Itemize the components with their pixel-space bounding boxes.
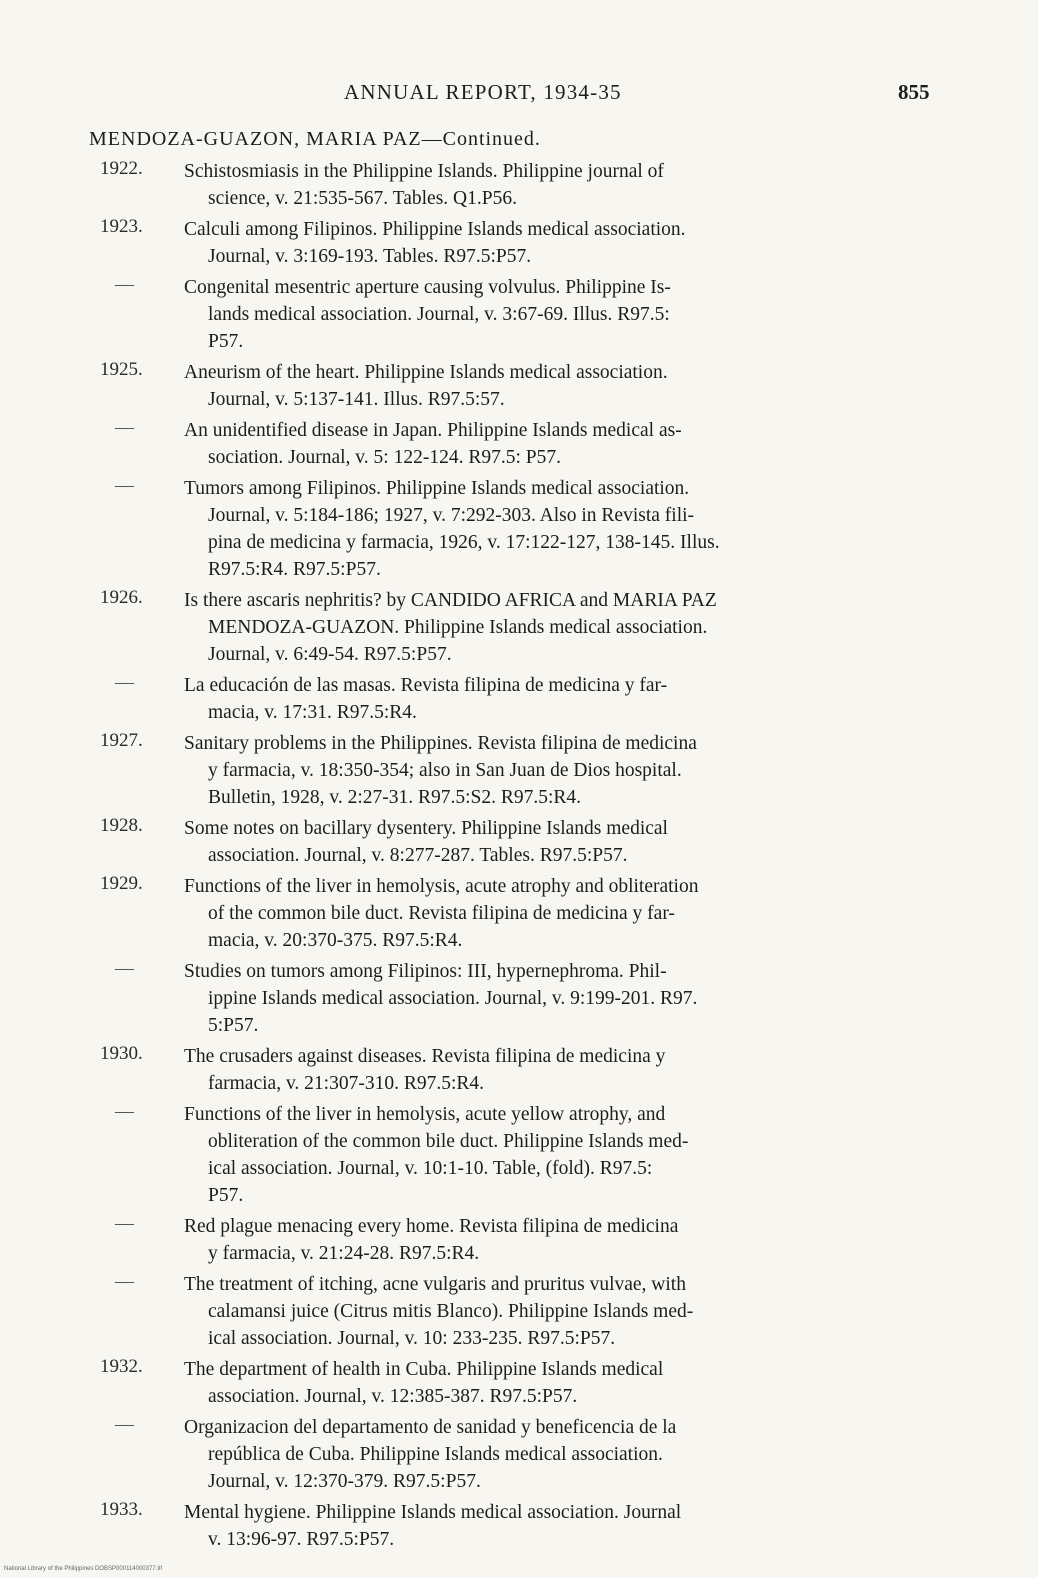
citation-line: Aneurism of the heart. Philippine Islands medical association. bbox=[184, 362, 668, 383]
entry-dash: — bbox=[115, 1213, 134, 1234]
citation-line: Journal, v. 5:137-141. Illus. R97.5:57. bbox=[208, 389, 505, 410]
bibliography-list bbox=[0, 158, 1038, 1557]
scan-footer: National Library of the Philippines DOBSP000114000377.tif bbox=[4, 1566, 162, 1572]
citation-line: Functions of the liver in hemolysis, acute atrophy and obliteration bbox=[184, 876, 699, 897]
bibliography-entry bbox=[0, 730, 1038, 811]
entry-citation bbox=[184, 1213, 936, 1267]
citation-line: R97.5:R4. R97.5:P57. bbox=[208, 559, 381, 580]
citation-line: Tumors among Filipinos. Philippine Islands medical association. bbox=[184, 478, 690, 499]
citation-line: y farmacia, v. 21:24-28. R97.5:R4. bbox=[208, 1243, 480, 1264]
citation-line: Red plague menacing every home. Revista filipina de medicina bbox=[184, 1216, 679, 1237]
citation-line: v. 13:96-97. R97.5:P57. bbox=[208, 1529, 395, 1550]
bibliography-entry bbox=[0, 1414, 1038, 1495]
citation-line: Journal, v. 3:169-193. Tables. R97.5:P57. bbox=[208, 246, 532, 267]
entry-dash: — bbox=[115, 274, 134, 295]
citation-line: calamansi juice (Citrus mitis Blanco). Philippine Islands med- bbox=[208, 1301, 694, 1322]
entry-citation bbox=[184, 216, 936, 270]
citation-line: The crusaders against diseases. Revista filipina de medicina y bbox=[184, 1046, 666, 1067]
citation-line: of the common bile duct. Revista filipina de medicina y far- bbox=[208, 903, 675, 924]
citation-line: The treatment of itching, acne vulgaris and pruritus vulvae, with bbox=[184, 1274, 686, 1295]
entry-dash: — bbox=[115, 1271, 134, 1292]
citation-line: ical association. Journal, v. 10: 233-235. R97.5:P57. bbox=[208, 1328, 616, 1349]
entry-year: 1922. bbox=[100, 158, 143, 179]
entry-citation bbox=[184, 475, 936, 583]
bibliography-entry bbox=[0, 873, 1038, 954]
citation-line: association. Journal, v. 8:277-287. Tables. R97.5:P57. bbox=[208, 845, 628, 866]
entry-year: 1929. bbox=[100, 873, 143, 894]
entry-year: 1933. bbox=[100, 1499, 143, 1520]
bibliography-entry bbox=[0, 1101, 1038, 1209]
entry-year: 1930. bbox=[100, 1043, 143, 1064]
citation-line: Journal, v. 12:370-379. R97.5:P57. bbox=[208, 1471, 481, 1492]
entry-citation bbox=[184, 274, 936, 355]
citation-line: Mental hygiene. Philippine Islands medical association. Journal bbox=[184, 1502, 682, 1523]
entry-dash: — bbox=[115, 958, 134, 979]
citation-line: Journal, v. 5:184-186; 1927, v. 7:292-303. Also in Revista fili- bbox=[208, 505, 695, 526]
bibliography-entry bbox=[0, 417, 1038, 471]
entry-citation bbox=[184, 1414, 936, 1495]
citation-line: macia, v. 20:370-375. R97.5:R4. bbox=[208, 930, 463, 951]
page-header bbox=[0, 80, 1038, 110]
citation-line: sociation. Journal, v. 5: 122-124. R97.5: P57. bbox=[208, 447, 561, 468]
citation-line: P57. bbox=[208, 1185, 244, 1206]
citation-line: república de Cuba. Philippine Islands medical association. bbox=[208, 1444, 663, 1465]
citation-line: ical association. Journal, v. 10:1-10. Table, (fold). R97.5: bbox=[208, 1158, 653, 1179]
citation-line: obliteration of the common bile duct. Philippine Islands med- bbox=[208, 1131, 689, 1152]
entry-year: 1928. bbox=[100, 815, 143, 836]
entry-citation bbox=[184, 1101, 936, 1209]
citation-line: An unidentified disease in Japan. Philippine Islands medical as- bbox=[184, 420, 682, 441]
citation-line: P57. bbox=[208, 331, 244, 352]
bibliography-entry bbox=[0, 1271, 1038, 1352]
bibliography-entry bbox=[0, 1499, 1038, 1553]
bibliography-entry bbox=[0, 587, 1038, 668]
entry-citation bbox=[184, 158, 936, 212]
citation-line: Schistosmiasis in the Philippine Islands. Philippine journal of bbox=[184, 161, 664, 182]
citation-line: Functions of the liver in hemolysis, acute yellow atrophy, and bbox=[184, 1104, 666, 1125]
author-heading: MENDOZA-GUAZON, MARIA PAZ—Continued. bbox=[89, 128, 541, 150]
citation-line: Studies on tumors among Filipinos: III, hypernephroma. Phil- bbox=[184, 961, 667, 982]
bibliography-entry bbox=[0, 274, 1038, 355]
citation-line: MENDOZA-GUAZON. Philippine Islands medical association. bbox=[208, 617, 708, 638]
citation-line: lands medical association. Journal, v. 3:67-69. Illus. R97.5: bbox=[208, 304, 670, 325]
bibliography-entry bbox=[0, 958, 1038, 1039]
bibliography-entry bbox=[0, 1043, 1038, 1097]
entry-dash: — bbox=[115, 1101, 134, 1122]
citation-line: Is there ascaris nephritis? by CANDIDO AFRICA and MARIA PAZ bbox=[184, 590, 717, 611]
citation-line: macia, v. 17:31. R97.5:R4. bbox=[208, 702, 417, 723]
entry-citation bbox=[184, 359, 936, 413]
entry-year: 1932. bbox=[100, 1356, 143, 1377]
entry-dash: — bbox=[115, 475, 134, 496]
entry-citation bbox=[184, 815, 936, 869]
entry-citation bbox=[184, 1271, 936, 1352]
entry-dash: — bbox=[115, 417, 134, 438]
citation-line: y farmacia, v. 18:350-354; also in San Juan de Dios hospital. bbox=[208, 760, 682, 781]
citation-line: Journal, v. 6:49-54. R97.5:P57. bbox=[208, 644, 452, 665]
entry-year: 1925. bbox=[100, 359, 143, 380]
citation-line: Calculi among Filipinos. Philippine Islands medical association. bbox=[184, 219, 686, 240]
entry-citation bbox=[184, 417, 936, 471]
citation-line: Some notes on bacillary dysentery. Philippine Islands medical bbox=[184, 818, 668, 839]
entry-citation bbox=[184, 873, 936, 954]
bibliography-entry bbox=[0, 158, 1038, 212]
citation-line: Congenital mesentric aperture causing volvulus. Philippine Is- bbox=[184, 277, 671, 298]
page-number: 855 bbox=[898, 80, 930, 104]
bibliography-entry bbox=[0, 475, 1038, 583]
entry-dash: — bbox=[115, 1414, 134, 1435]
entry-citation bbox=[184, 672, 936, 726]
citation-line: Bulletin, 1928, v. 2:27-31. R97.5:S2. R97.5:R4. bbox=[208, 787, 582, 808]
running-title: ANNUAL REPORT, 1934-35 bbox=[344, 80, 622, 104]
entry-citation bbox=[184, 1499, 936, 1553]
citation-line: association. Journal, v. 12:385-387. R97.5:P57. bbox=[208, 1386, 578, 1407]
citation-line: The department of health in Cuba. Philippine Islands medical bbox=[184, 1359, 664, 1380]
bibliography-entry bbox=[0, 216, 1038, 270]
citation-line: Sanitary problems in the Philippines. Revista filipina de medicina bbox=[184, 733, 697, 754]
bibliography-entry bbox=[0, 1213, 1038, 1267]
entry-citation bbox=[184, 1356, 936, 1410]
entry-citation bbox=[184, 730, 936, 811]
bibliography-entry bbox=[0, 1356, 1038, 1410]
entry-citation bbox=[184, 587, 936, 668]
bibliography-entry bbox=[0, 672, 1038, 726]
citation-line: Organizacion del departamento de sanidad y beneficencia de la bbox=[184, 1417, 677, 1438]
entry-year: 1927. bbox=[100, 730, 143, 751]
citation-line: science, v. 21:535-567. Tables. Q1.P56. bbox=[208, 188, 517, 209]
bibliography-entry bbox=[0, 359, 1038, 413]
entry-year: 1926. bbox=[100, 587, 143, 608]
citation-line: 5:P57. bbox=[208, 1015, 259, 1036]
citation-line: ippine Islands medical association. Journal, v. 9:199-201. R97. bbox=[208, 988, 698, 1009]
bibliography-entry bbox=[0, 815, 1038, 869]
entry-citation bbox=[184, 958, 936, 1039]
entry-year: 1923. bbox=[100, 216, 143, 237]
citation-line: La educación de las masas. Revista filipina de medicina y far- bbox=[184, 675, 668, 696]
citation-line: pina de medicina y farmacia, 1926, v. 17:122-127, 138-145. Illus. bbox=[208, 532, 720, 553]
entry-citation bbox=[184, 1043, 936, 1097]
citation-line: farmacia, v. 21:307-310. R97.5:R4. bbox=[208, 1073, 485, 1094]
entry-dash: — bbox=[115, 672, 134, 693]
